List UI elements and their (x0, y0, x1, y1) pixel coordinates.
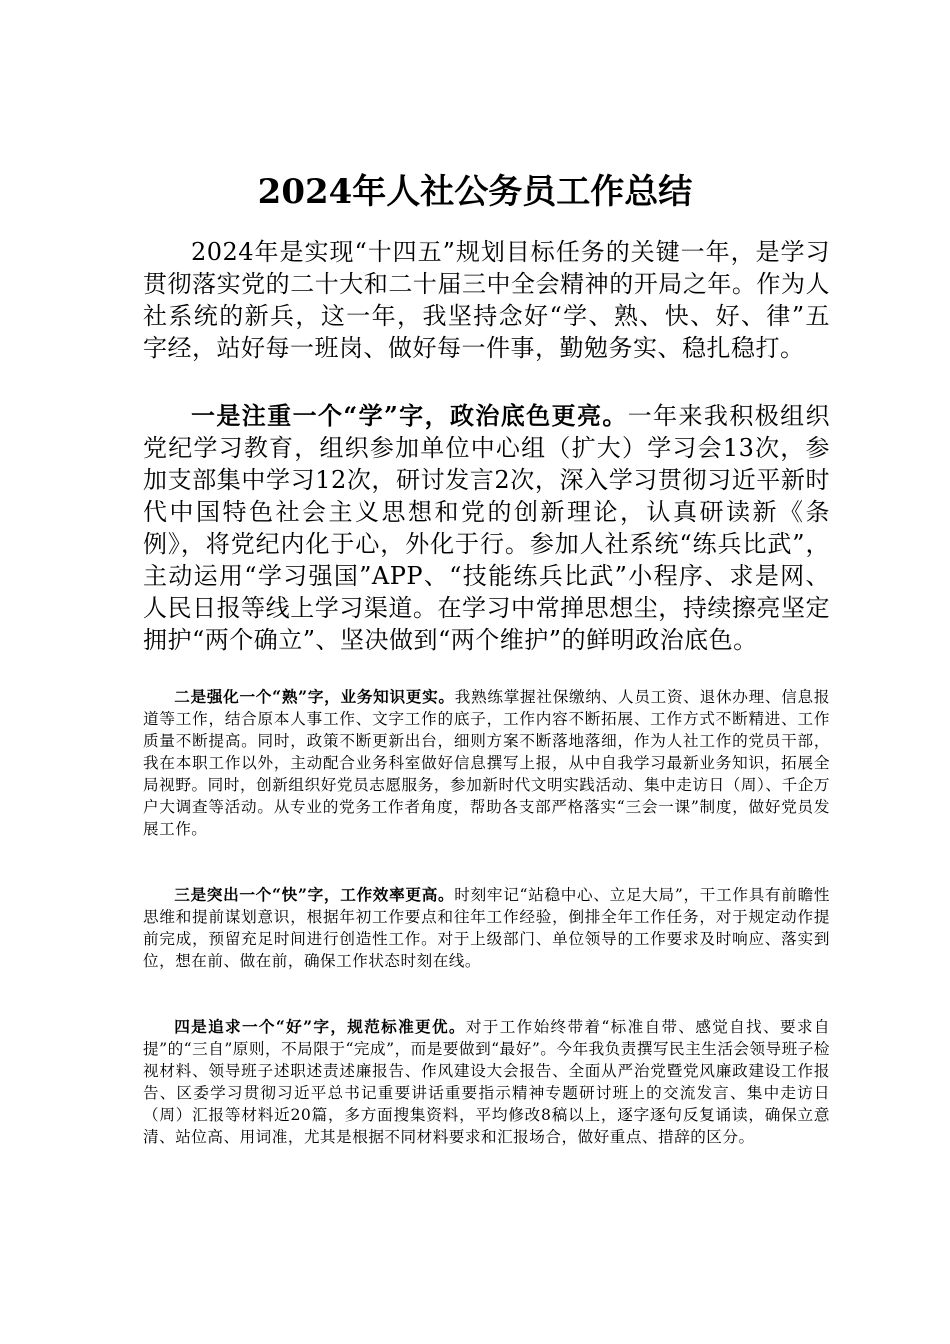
paragraph-text: 一年来我积极组织党纪学习教育，组织参加单位中心组（扩大）学习会13次，参加支部集中学习12次，研讨发言2次，深入学习贯彻习近平新时代中国特色社会主义思想和党的创新理论，认真研读新《条例》，将党纪内化于心，外化于行。参加人社系统“练兵比武”，主动运用“学习强国”APP、“技能练兵比武”小程序、求是网、人民日报等线上学习渠道。在学习中常掸思想尘，持续擦亮坚定拥护“两个确立”、坚决做到“两个维护”的鲜明政治底色。 (143, 402, 831, 654)
paragraph-study (143, 400, 830, 656)
paragraph-lead: 三是突出一个“快”字，工作效率更高。 (174, 885, 455, 904)
paragraph-text: 对于工作始终带着“标准自带、感觉自找、要求自提”的“三自”原则，不局限于“完成”，而是要做到“最好”。今年我负责撰写民主生活会领导班子检视材料、领导班子述职述责述廉报告、作风建设大会报告、全面从严治党暨党风廉政建设工作报告、区委学习贯彻习近平总书记重要讲话重要指示精神专题研讨班上的交流发言、集中走访日（周）汇报等材料近20篇，多方面搜集资料，平均修改8稿以上，逐字逐句反复诵读，确保立意清、站位高、用词准，尤其是根据不同材料要求和汇报场合，做好重点、措辞的区分。 (143, 1018, 830, 1146)
paragraph-familiar (143, 686, 830, 840)
paragraph-text: 时刻牢记“站稳中心、立足大局”，干工作具有前瞻性思维和提前谋划意识，根据年初工作要点和往年工作经验，倒排全年工作任务，对于规定动作提前完成，预留充足时间进行创造性工作。对于上级部门、单位领导的工作要求及时响应、落实到位，想在前、做在前，确保工作状态时刻在线。 (143, 886, 830, 970)
paragraph-good (143, 1016, 830, 1148)
paragraph-text: 我熟练掌握社保缴纳、人员工资、退休办理、信息报道等工作，结合原本人事工作、文字工作的底子，工作内容不断拓展、工作方式不断精进、工作质量不断提高。同时，政策不断更新出台，细则方案不断落地落细，作为人社工作的党员干部，我在本职工作以外，主动配合业务科室做好信息撰写上报，从中自我学习最新业务知识，拓展全局视野。同时，创新组织好党员志愿服务，参加新时代文明实践活动、集中走访日（周）、千企万户大调查等活动。从专业的党务工作者角度，帮助各支部严格落实“三会一课”制度，做好党员发展工作。 (143, 688, 830, 838)
document-title: 2024年人社公务员工作总结 (257, 172, 693, 212)
paragraph-intro (143, 236, 830, 364)
paragraph-lead: 四是追求一个“好”字，规范标准更优。 (174, 1017, 466, 1036)
paragraph-fast (143, 884, 830, 972)
paragraph-lead: 二是强化一个“熟”字，业务知识更实。 (174, 687, 455, 706)
paragraph-lead: 一是注重一个“学”字，政治底色更亮。 (191, 401, 628, 430)
paragraph-text: 2024年是实现“十四五”规划目标任务的关键一年，是学习贯彻落实党的二十大和二十届三中全会精神的开局之年。作为人社系统的新兵，这一年，我坚持念好“学、熟、快、好、律”五字经，站好每一班岗、做好每一件事，勤勉务实、稳扎稳打。 (143, 238, 830, 362)
